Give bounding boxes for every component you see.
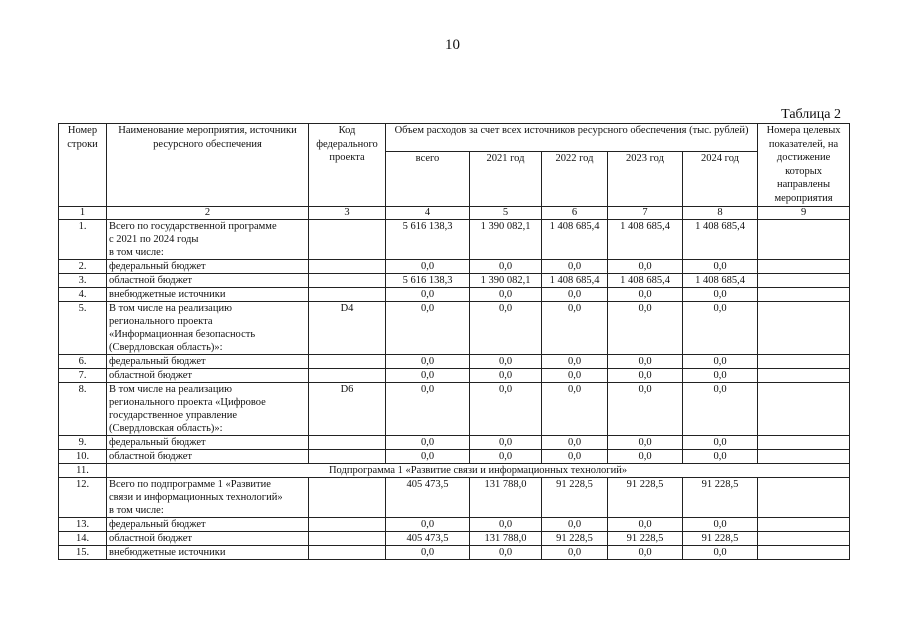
- target-numbers: [758, 450, 850, 464]
- value-2021: 0,0: [470, 450, 542, 464]
- value-total: 0,0: [386, 288, 470, 302]
- value-total: 405 473,5: [386, 532, 470, 546]
- row-number: 11.: [59, 464, 107, 478]
- row-number: 6.: [59, 355, 107, 369]
- project-code: [309, 546, 386, 560]
- value-2021: 131 788,0: [470, 532, 542, 546]
- value-total: 0,0: [386, 383, 470, 436]
- row-name: [107, 302, 309, 355]
- header-row-number: Номер строки: [59, 124, 107, 207]
- row-name-line: федеральный бюджет: [109, 519, 206, 530]
- value-2023: 0,0: [608, 383, 683, 436]
- row-number: 12.: [59, 478, 107, 518]
- value-total: 405 473,5: [386, 478, 470, 518]
- row-name-line: Всего по государственной программе: [109, 221, 277, 232]
- project-code: [309, 220, 386, 260]
- value-total: 0,0: [386, 369, 470, 383]
- target-numbers: [758, 383, 850, 436]
- table-row: [59, 464, 850, 478]
- project-code: D6: [309, 383, 386, 436]
- page-number: 10: [445, 37, 460, 53]
- value-2023: 0,0: [608, 355, 683, 369]
- row-name: [107, 532, 309, 546]
- target-numbers: [758, 288, 850, 302]
- header-name: Наименование мероприятия, источники ресурсного обеспечения: [107, 124, 309, 207]
- value-2022: 0,0: [542, 302, 608, 355]
- table-row: [59, 355, 850, 369]
- value-2024: 0,0: [683, 383, 758, 436]
- row-number: 15.: [59, 546, 107, 560]
- value-2022: 0,0: [542, 518, 608, 532]
- table-row: [59, 220, 850, 260]
- value-total: 5 616 138,3: [386, 220, 470, 260]
- row-name: [107, 288, 309, 302]
- value-2023: 0,0: [608, 302, 683, 355]
- value-2022: 0,0: [542, 288, 608, 302]
- project-code: [309, 355, 386, 369]
- value-2022: 0,0: [542, 546, 608, 560]
- value-2021: 0,0: [470, 518, 542, 532]
- project-code: [309, 260, 386, 274]
- column-number: 9: [758, 207, 850, 220]
- row-name: [107, 369, 309, 383]
- row-number: 3.: [59, 274, 107, 288]
- target-numbers: [758, 274, 850, 288]
- row-name-line: «Информационная безопасность: [109, 329, 256, 340]
- row-name-line: В том числе на реализацию: [109, 303, 232, 314]
- target-numbers: [758, 518, 850, 532]
- value-2021: 0,0: [470, 546, 542, 560]
- value-2023: 91 228,5: [608, 478, 683, 518]
- table-body: [59, 220, 850, 560]
- value-2021: 0,0: [470, 302, 542, 355]
- target-numbers: [758, 369, 850, 383]
- project-code: [309, 369, 386, 383]
- row-name-line: в том числе:: [109, 505, 164, 516]
- row-name: [107, 436, 309, 450]
- value-2021: 0,0: [470, 436, 542, 450]
- value-2022: 1 408 685,4: [542, 220, 608, 260]
- row-name: [107, 260, 309, 274]
- value-2023: 0,0: [608, 369, 683, 383]
- value-total: 0,0: [386, 546, 470, 560]
- project-code: D4: [309, 302, 386, 355]
- value-2022: 0,0: [542, 436, 608, 450]
- table-row: [59, 478, 850, 518]
- row-name: [107, 450, 309, 464]
- value-2024: 0,0: [683, 546, 758, 560]
- value-2023: 0,0: [608, 260, 683, 274]
- row-name: [107, 383, 309, 436]
- row-name-line: В том числе на реализацию: [109, 384, 232, 395]
- value-total: 0,0: [386, 518, 470, 532]
- project-code: [309, 478, 386, 518]
- row-number: 2.: [59, 260, 107, 274]
- project-code: [309, 274, 386, 288]
- row-name-line: регионального проекта: [109, 316, 213, 327]
- row-name-line: областной бюджет: [109, 370, 192, 381]
- value-2021: 1 390 082,1: [470, 274, 542, 288]
- project-code: [309, 518, 386, 532]
- value-2022: 0,0: [542, 369, 608, 383]
- value-2024: 1 408 685,4: [683, 274, 758, 288]
- value-2022: 91 228,5: [542, 532, 608, 546]
- value-2024: 0,0: [683, 450, 758, 464]
- table-row: [59, 260, 850, 274]
- value-2022: 0,0: [542, 383, 608, 436]
- value-2021: 0,0: [470, 260, 542, 274]
- table-row: [59, 532, 850, 546]
- row-name-line: с 2021 по 2024 годы: [109, 234, 199, 245]
- value-2021: 0,0: [470, 383, 542, 436]
- header-2023: 2023 год: [608, 152, 683, 207]
- column-number: 7: [608, 207, 683, 220]
- column-number: 3: [309, 207, 386, 220]
- row-number: 5.: [59, 302, 107, 355]
- target-numbers: [758, 436, 850, 450]
- target-numbers: [758, 220, 850, 260]
- row-name-line: Всего по подпрограмме 1 «Развитие: [109, 479, 271, 490]
- value-2024: 0,0: [683, 302, 758, 355]
- row-name-line: связи и информационных технологий»: [109, 492, 283, 503]
- row-name: [107, 478, 309, 518]
- header-2021: 2021 год: [470, 152, 542, 207]
- row-name-line: государственное управление: [109, 410, 238, 421]
- header-volume: Объем расходов за счет всех источников ресурсного обеспечения (тыс. рублей): [386, 124, 758, 152]
- row-number: 8.: [59, 383, 107, 436]
- value-2024: 0,0: [683, 260, 758, 274]
- row-name-line: федеральный бюджет: [109, 261, 206, 272]
- row-name-line: внебюджетные источники: [109, 547, 226, 558]
- row-number: 9.: [59, 436, 107, 450]
- value-2023: 0,0: [608, 450, 683, 464]
- value-2023: 0,0: [608, 518, 683, 532]
- row-number: 7.: [59, 369, 107, 383]
- column-number: 4: [386, 207, 470, 220]
- header-code: Код федерального проекта: [309, 124, 386, 207]
- project-code: [309, 532, 386, 546]
- table-row: [59, 518, 850, 532]
- subprogram-title: Подпрограмма 1 «Развитие связи и информационных технологий»: [107, 464, 850, 478]
- header-targets: Номера целевых показателей, на достижение которых направлены мероприятия: [758, 124, 850, 207]
- table-row: [59, 546, 850, 560]
- row-number: 4.: [59, 288, 107, 302]
- row-name-line: областной бюджет: [109, 533, 192, 544]
- row-name-line: областной бюджет: [109, 275, 192, 286]
- value-2022: 91 228,5: [542, 478, 608, 518]
- row-name: [107, 518, 309, 532]
- row-name: [107, 220, 309, 260]
- row-name-line: федеральный бюджет: [109, 437, 206, 448]
- value-2024: 0,0: [683, 436, 758, 450]
- value-2024: 0,0: [683, 518, 758, 532]
- value-2023: 0,0: [608, 436, 683, 450]
- row-name-line: (Свердловская область)»:: [109, 342, 223, 353]
- target-numbers: [758, 546, 850, 560]
- table-row: [59, 274, 850, 288]
- value-2021: 131 788,0: [470, 478, 542, 518]
- value-total: 5 616 138,3: [386, 274, 470, 288]
- value-2023: 0,0: [608, 288, 683, 302]
- target-numbers: [758, 478, 850, 518]
- resource-table: [58, 123, 850, 560]
- target-numbers: [758, 302, 850, 355]
- value-2022: 0,0: [542, 450, 608, 464]
- header-2022: 2022 год: [542, 152, 608, 207]
- value-2021: 0,0: [470, 288, 542, 302]
- row-name-line: областной бюджет: [109, 451, 192, 462]
- row-number: 14.: [59, 532, 107, 546]
- table-caption: Таблица 2: [781, 107, 841, 122]
- value-2023: 1 408 685,4: [608, 220, 683, 260]
- column-number: 8: [683, 207, 758, 220]
- row-number: 10.: [59, 450, 107, 464]
- value-2024: 91 228,5: [683, 532, 758, 546]
- table-row: [59, 369, 850, 383]
- row-number: 1.: [59, 220, 107, 260]
- value-2022: 0,0: [542, 260, 608, 274]
- table-row: [59, 436, 850, 450]
- row-name-line: в том числе:: [109, 247, 164, 258]
- target-numbers: [758, 355, 850, 369]
- row-name-line: внебюджетные источники: [109, 289, 226, 300]
- value-2024: 0,0: [683, 369, 758, 383]
- table-row: [59, 302, 850, 355]
- row-name-line: федеральный бюджет: [109, 356, 206, 367]
- project-code: [309, 288, 386, 302]
- table-row: [59, 450, 850, 464]
- target-numbers: [758, 532, 850, 546]
- value-2024: 0,0: [683, 288, 758, 302]
- header-2024: 2024 год: [683, 152, 758, 207]
- value-total: 0,0: [386, 436, 470, 450]
- row-name-line: (Свердловская область)»:: [109, 423, 223, 434]
- column-number: 1: [59, 207, 107, 220]
- column-number-row: [59, 207, 850, 220]
- table-row: [59, 383, 850, 436]
- value-total: 0,0: [386, 450, 470, 464]
- value-2024: 91 228,5: [683, 478, 758, 518]
- column-number: 2: [107, 207, 309, 220]
- value-2024: 0,0: [683, 355, 758, 369]
- column-number: 5: [470, 207, 542, 220]
- value-2023: 91 228,5: [608, 532, 683, 546]
- value-2021: 0,0: [470, 369, 542, 383]
- value-2023: 1 408 685,4: [608, 274, 683, 288]
- project-code: [309, 450, 386, 464]
- row-name: [107, 546, 309, 560]
- column-number: 6: [542, 207, 608, 220]
- value-2022: 1 408 685,4: [542, 274, 608, 288]
- value-total: 0,0: [386, 260, 470, 274]
- value-2021: 0,0: [470, 355, 542, 369]
- value-2022: 0,0: [542, 355, 608, 369]
- row-name-line: регионального проекта «Цифровое: [109, 397, 266, 408]
- table-row: [59, 288, 850, 302]
- value-2021: 1 390 082,1: [470, 220, 542, 260]
- value-2023: 0,0: [608, 546, 683, 560]
- value-2024: 1 408 685,4: [683, 220, 758, 260]
- header-total: всего: [386, 152, 470, 207]
- target-numbers: [758, 260, 850, 274]
- project-code: [309, 436, 386, 450]
- row-number: 13.: [59, 518, 107, 532]
- value-total: 0,0: [386, 302, 470, 355]
- value-total: 0,0: [386, 355, 470, 369]
- row-name: [107, 355, 309, 369]
- row-name: [107, 274, 309, 288]
